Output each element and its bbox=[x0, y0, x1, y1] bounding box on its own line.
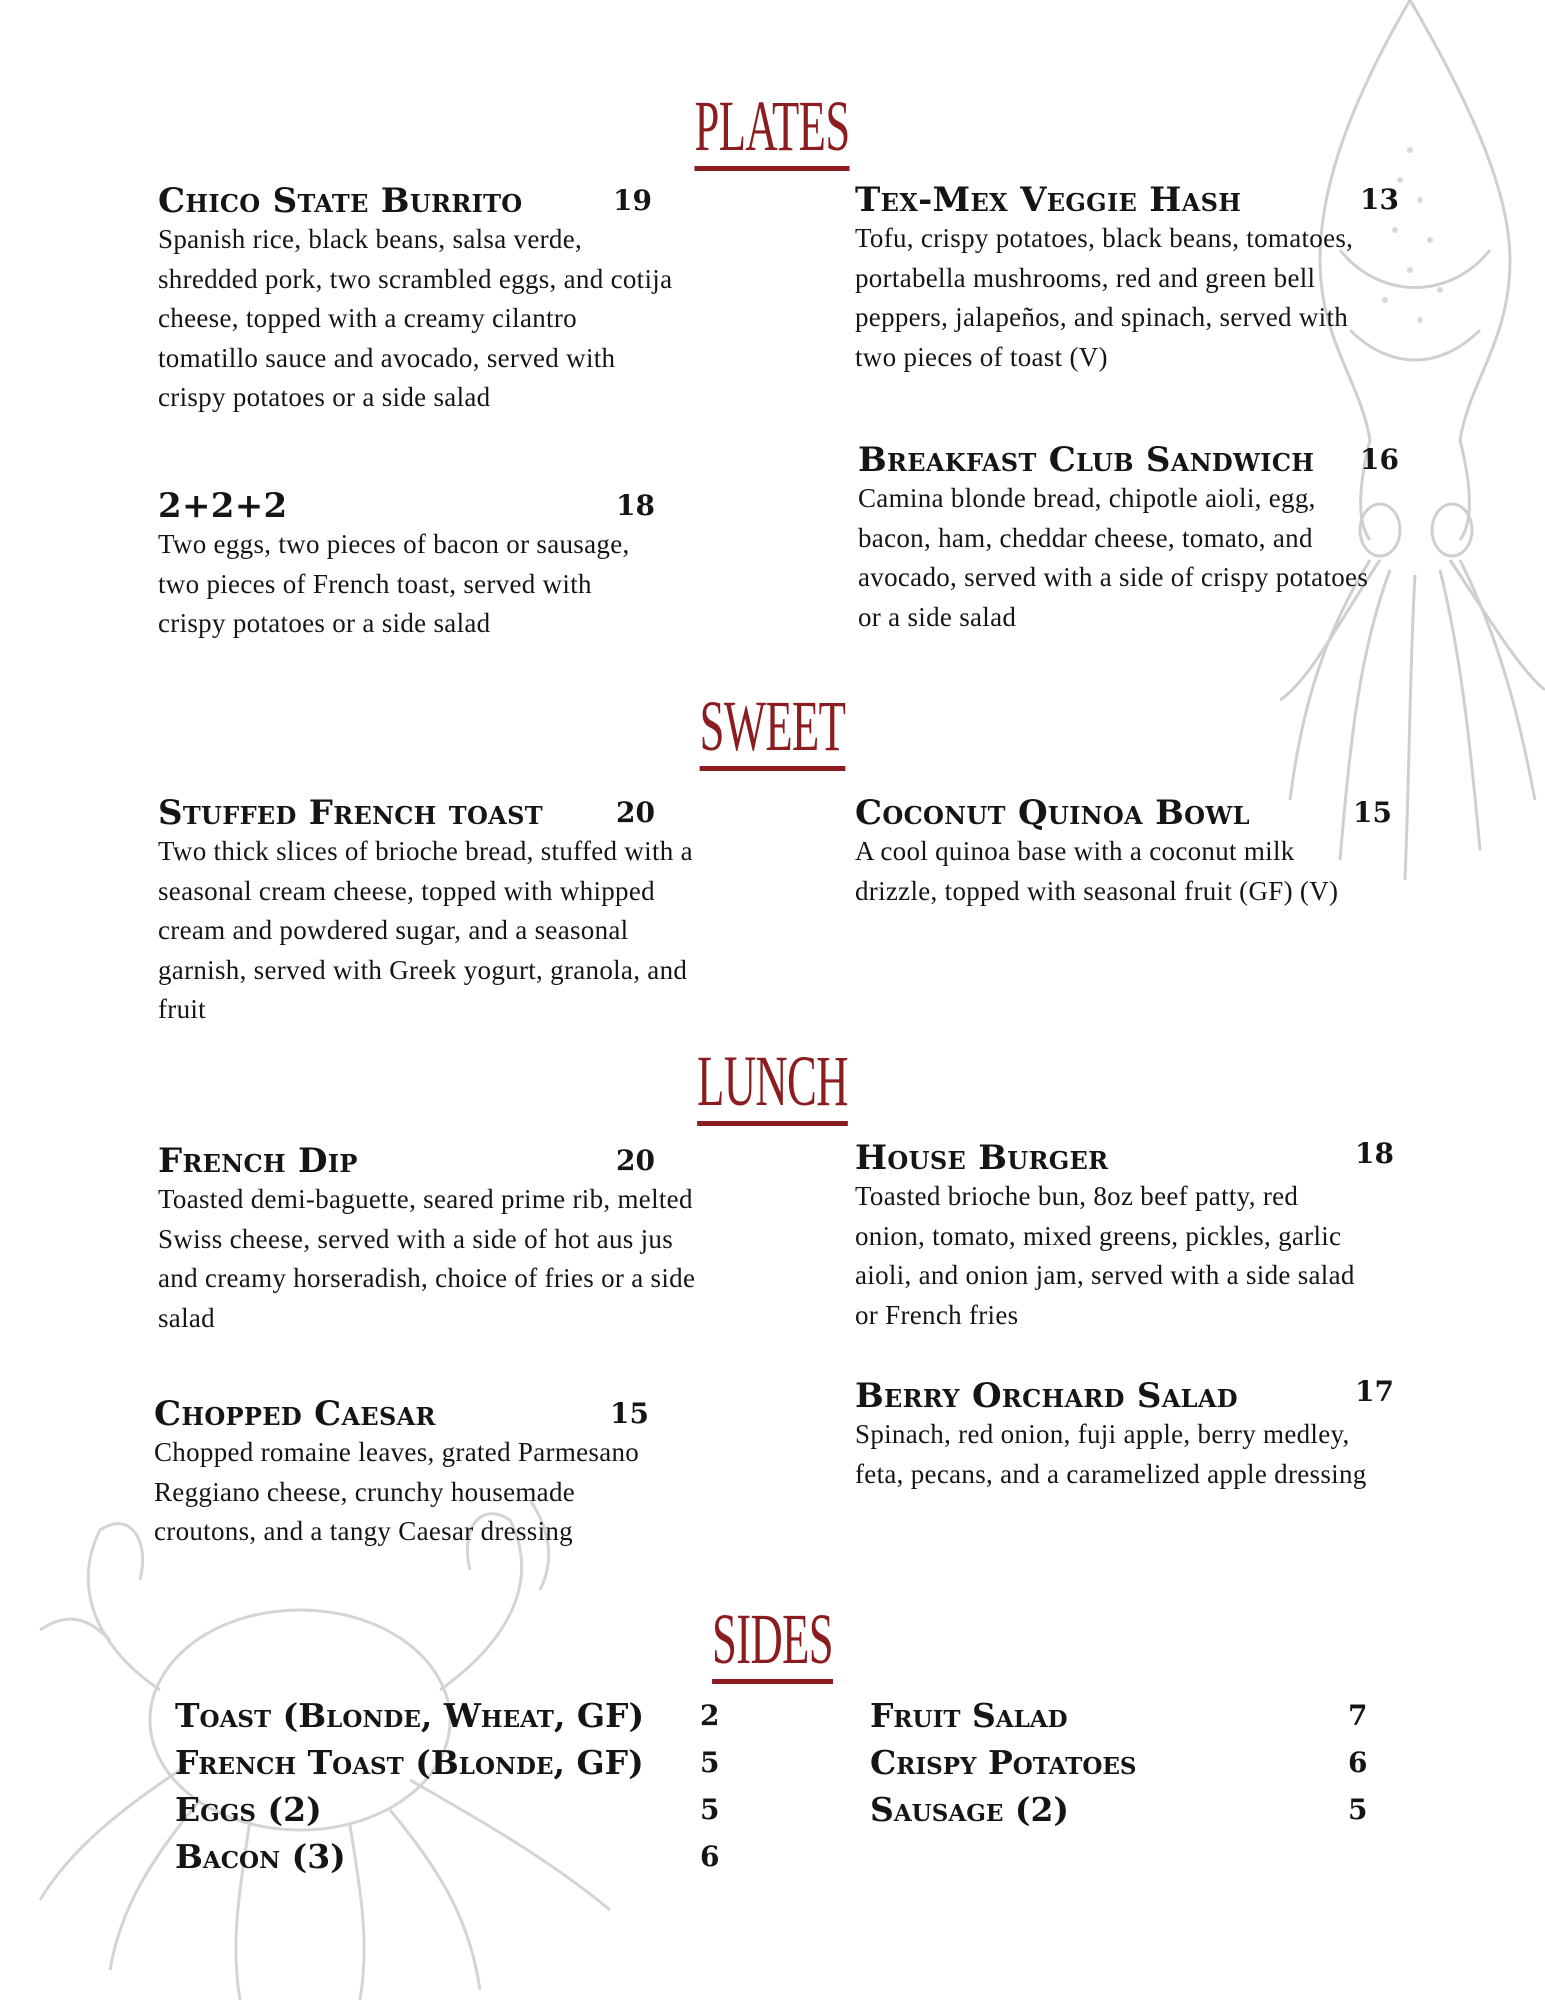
side-item-price: 5 bbox=[700, 1793, 720, 1826]
menu-item-2-2-2 bbox=[158, 487, 688, 644]
item-price: 13 bbox=[1360, 183, 1399, 216]
item-name: Stuffed French toast bbox=[158, 793, 543, 833]
menu-item-berry-orchard-salad bbox=[855, 1377, 1395, 1494]
item-name: Chico State Burrito bbox=[158, 181, 523, 221]
item-name: Berry Orchard Salad bbox=[855, 1376, 1238, 1416]
item-name: Coconut Quinoa Bowl bbox=[855, 793, 1250, 833]
side-item-price: 5 bbox=[700, 1746, 720, 1779]
side-item-name: Toast (Blonde, Wheat, GF) bbox=[175, 1696, 645, 1735]
item-description: Camina blonde bread, chipotle aioli, egg, bacon, ham, cheddar cheese, tomato, and avocado, served with a side of crispy potatoes or a side salad bbox=[858, 483, 1369, 632]
item-description: Spinach, red onion, fuji apple, berry medley, feta, pecans, and a caramelized apple dressing bbox=[855, 1419, 1367, 1489]
side-item-name: French Toast (Blonde, GF) bbox=[175, 1743, 644, 1782]
item-description: Two eggs, two pieces of bacon or sausage, two pieces of French toast, served with crispy potatoes or a side salad bbox=[158, 529, 630, 638]
item-name: French Dip bbox=[158, 1141, 358, 1181]
item-price: 15 bbox=[1353, 796, 1392, 829]
item-description: Spanish rice, black beans, salsa verde, shredded pork, two scrambled eggs, and cotija cheese, topped with a creamy cilantro tomatillo sauce and avocado, served with crispy potatoes or a side salad bbox=[158, 224, 673, 412]
item-name: House Burger bbox=[855, 1138, 1109, 1178]
item-price: 18 bbox=[616, 489, 655, 522]
item-price: 20 bbox=[616, 796, 655, 829]
item-description: Chopped romaine leaves, grated Parmesano Reggiano cheese, crunchy housemade croutons, and a tangy Caesar dressing bbox=[154, 1437, 640, 1546]
item-price: 19 bbox=[613, 184, 652, 217]
menu-item-house-burger bbox=[855, 1139, 1395, 1335]
side-item-price: 6 bbox=[700, 1840, 720, 1873]
menu-item-chico-state-burrito bbox=[158, 182, 688, 418]
item-description: A cool quinoa base with a coconut milk drizzle, topped with seasonal fruit (GF) (V) bbox=[855, 836, 1339, 906]
side-item-price: 7 bbox=[1348, 1699, 1368, 1732]
section-title-lunch: LUNCH bbox=[0, 1045, 1545, 1126]
item-name: Tex-Mex Veggie Hash bbox=[855, 180, 1242, 220]
side-item-price: 5 bbox=[1348, 1793, 1368, 1826]
item-description: Two thick slices of brioche bread, stuffed with a seasonal cream cheese, topped with whipped cream and powdered sugar, and a seasonal garnish, served with Greek yogurt, granola, and fruit bbox=[158, 836, 693, 1024]
section-title-sweet: SWEET bbox=[0, 690, 1545, 771]
side-item-name: Eggs (2) bbox=[175, 1790, 322, 1829]
side-item-name: Crispy Potatoes bbox=[870, 1743, 1137, 1782]
menu-item-coconut-quinoa-bowl bbox=[855, 794, 1395, 911]
menu-item-chopped-caesar bbox=[154, 1395, 694, 1552]
item-price: 16 bbox=[1360, 443, 1399, 476]
menu-item-breakfast-club-sandwich bbox=[858, 441, 1398, 637]
side-item-name: Fruit Salad bbox=[870, 1696, 1068, 1735]
item-name: Breakfast Club Sandwich bbox=[858, 440, 1315, 480]
item-price: 18 bbox=[1355, 1137, 1394, 1170]
menu-item-tex-mex-veggie-hash bbox=[855, 180, 1399, 377]
item-price: 15 bbox=[610, 1397, 649, 1430]
side-item-name: Sausage (2) bbox=[870, 1790, 1070, 1829]
item-price: 20 bbox=[616, 1144, 655, 1177]
side-item-price: 2 bbox=[700, 1699, 720, 1732]
menu-item-stuffed-french-toast bbox=[158, 794, 698, 1030]
menu-item-french-dip bbox=[158, 1142, 698, 1338]
item-name: 2+2+2 bbox=[158, 486, 288, 526]
section-title-plates: PLATES bbox=[0, 90, 1545, 171]
side-item-name: Bacon (3) bbox=[175, 1837, 346, 1876]
item-description: Toasted demi-baguette, seared prime rib, melted Swiss cheese, served with a side of hot aus jus and creamy horseradish, choice of fries or a side salad bbox=[158, 1184, 696, 1333]
section-title-sides: SIDES bbox=[0, 1603, 1545, 1684]
item-description: Toasted brioche bun, 8oz beef patty, red onion, tomato, mixed greens, pickles, garlic aioli, and onion jam, served with a side salad or French fries bbox=[855, 1181, 1355, 1330]
item-name: Chopped Caesar bbox=[154, 1394, 436, 1434]
item-description: Tofu, crispy potatoes, black beans, tomatoes, portabella mushrooms, red and green bell peppers, jalapeños, and spinach, served with two pieces of toast (V) bbox=[855, 223, 1354, 372]
side-item-price: 6 bbox=[1348, 1746, 1368, 1779]
item-price: 17 bbox=[1355, 1375, 1394, 1408]
